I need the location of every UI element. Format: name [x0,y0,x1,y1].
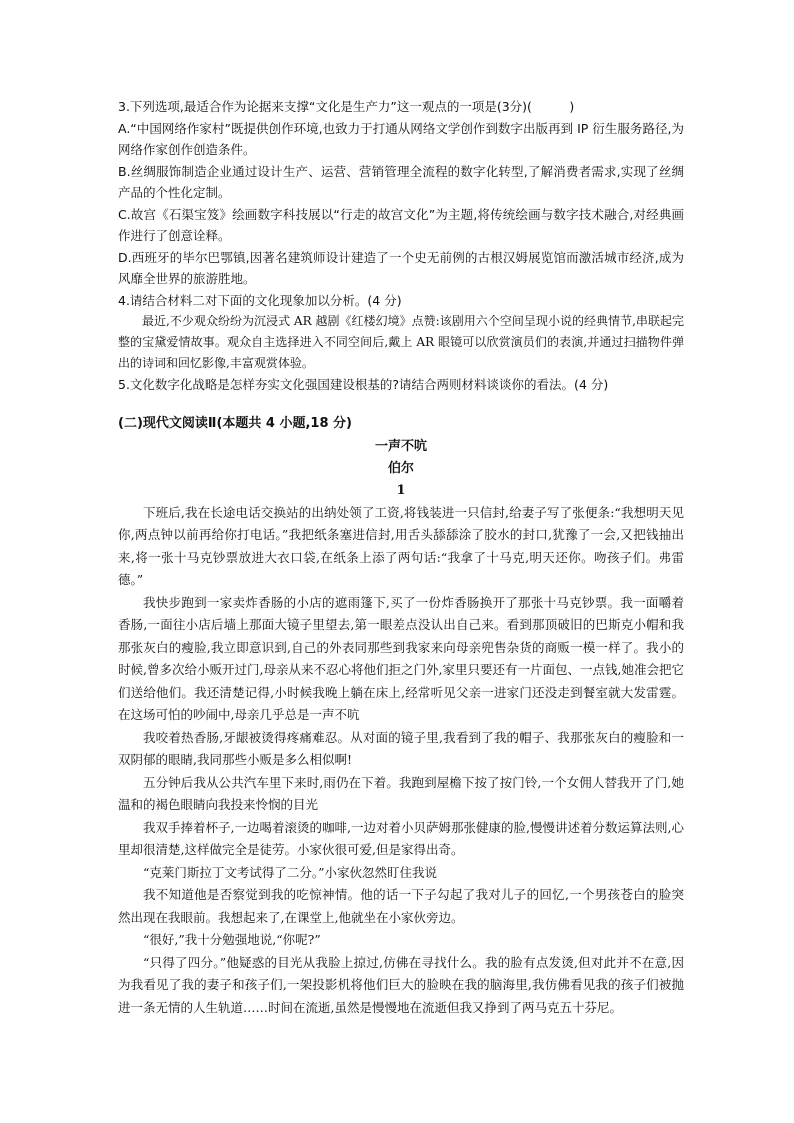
story-paragraph: “只得了四分。”他疑惑的目光从我脸上掠过,仿佛在寻找什么。我的脸有点发烫,但对此并不在意,因为我看见了我的妻子和孩子们,一架投影机将他们巨大的脸映在我的脑海里,我仿佛看见我的孩子们被抛进一条无情的人生轨道……时间在流逝,虽然是慢慢地在流逝但我又挣到了两马克五十芬尼。 [118,954,684,1015]
section-2-heading: (二)现代文阅读Ⅱ(本题共 4 小题,18 分) [118,415,352,431]
story-paragraph: 五分钟后我从公共汽车里下来时,雨仍在下着。我跑到屋檐下按了按门铃,一个女佣人替我开了门,她温和的褐色眼睛向我投来怜悯的目光 [118,774,684,812]
question-3-option-a: A.“中国网络作家村”既提供创作环境,也致力于打通从网络文学创作到数字出版再到 IP 衍生服务路径,为网络作家创作创造条件。 [118,120,684,157]
story-paragraph: 下班后,我在长途电话交换站的出纳处领了工资,将钱装进一只信封,给妻子写了张便条:“我想明天见你,两点钟以前再给你打电话。”我把纸条塞进信封,用舌头舔舔涂了胶水的封口,犹豫了一会,又把钱抽出来,将一张十马克钞票放进大衣口袋,在纸条上添了两句话:“我拿了十马克,明天还你。吻孩子们。弗雷德。” [118,504,684,587]
exam-page [118,96,684,1019]
question-3-option-d: D.西班牙的毕尔巴鄂镇,因著名建筑师设计建造了一个史无前例的古根汉姆展览馆而激活城市经济,成为风靡全世界的旅游胜地。 [118,249,684,286]
story-part-number: 1 [396,482,406,498]
question-3-option-b: B.丝绸服饰制造企业通过设计生产、运营、营销管理全流程的数字化转型,了解消费者需求,实现了丝绸产品的个性化定制。 [118,163,684,200]
question-3 [118,96,684,290]
question-3-option-c: C.故宫《石渠宝笈》绘画数字科技展以“行走的故宫文化”为主题,将传统绘画与数字技术融合,对经典画作进行了创意诠释。 [118,206,684,243]
question-5-stem: 5.文化数字化战略是怎样夯实文化强国建设根基的?请结合两则材料谈谈你的看法。(4 分) [118,377,609,392]
question-5 [118,374,684,396]
story-paragraph: 我双手捧着杯子,一边喝着滚烫的咖啡,一边对着小贝萨姆那张健康的脸,慢慢讲述着分数运算法则,心里却很清楚,这样做完全是徒劳。小家伙很可爱,但是家得出奇。 [118,819,684,857]
story-paragraph: 我快步跑到一家卖炸香肠的小店的遮雨篷下,买了一份炸香肠换开了那张十马克钞票。我一面嚼着香肠,一面往小店后墙上那面大镜子里望去,第一眼差点没认出自己来。看到那顶破旧的巴斯克小帽和我那张灰白的瘦脸,我立即意识到,自己的外表同那些到我家来向母亲兜售杂货的商贩一模一样了。我小的时候,曾多次给小贩开过门,母亲从来不忍心将他们拒之门外,家里只要还有一片面包、一点钱,她准会把它们送给他们。我还清楚记得,小时候我晚上躺在床上,经常听见父亲一进家门还没走到餐室就大发雷霆。在这场可怕的吵闹中,母亲几乎总是一声不吭 [118,594,684,722]
question-4 [118,290,684,375]
story-body [118,502,684,1020]
question-4-material: 最近,不少观众纷纷为沉浸式 AR 越剧《红楼幻境》点赞:该剧用六个空间呈现小说的经典情节,串联起完整的宝黛爱情故事。观众自主选择进入不同空间后,戴上 AR 眼镜可以欣赏演员们的表演,并通过扫描物件弹出的诗词和回忆影像,丰富观赏体验。 [118,314,684,370]
story-paragraph: “克莱门斯拉丁文考试得了二分。”小家伙忽然盯住我说 [143,864,438,880]
story-paragraph: “很好,”我十分勉强地说,“你呢?” [143,932,321,947]
story-paragraph: 我不知道他是否察觉到我的吃惊神情。他的话一下子勾起了我对儿子的回忆,一个男孩苍白的脸突然出现在我眼前。我想起来了,在课堂上,他就坐在小家伙旁边。 [118,887,684,925]
story-paragraph: 我咬着热香肠,牙龈被烫得疼痛难忍。从对面的镜子里,我看到了我的帽子、我那张灰白的瘦脸和一双阴郁的眼睛,我同那些小贩是多么相似啊! [118,729,684,767]
question-4-stem: 4.请结合材料二对下面的文化现象加以分析。(4 分) [118,292,402,308]
story-title: 一声不吭 [374,438,427,454]
question-3-stem: 3.下列选项,最适合作为论据来支撑“文化是生产力”这一观点的一项是(3分)( ) [118,99,575,114]
story-author: 伯尔 [387,460,414,476]
